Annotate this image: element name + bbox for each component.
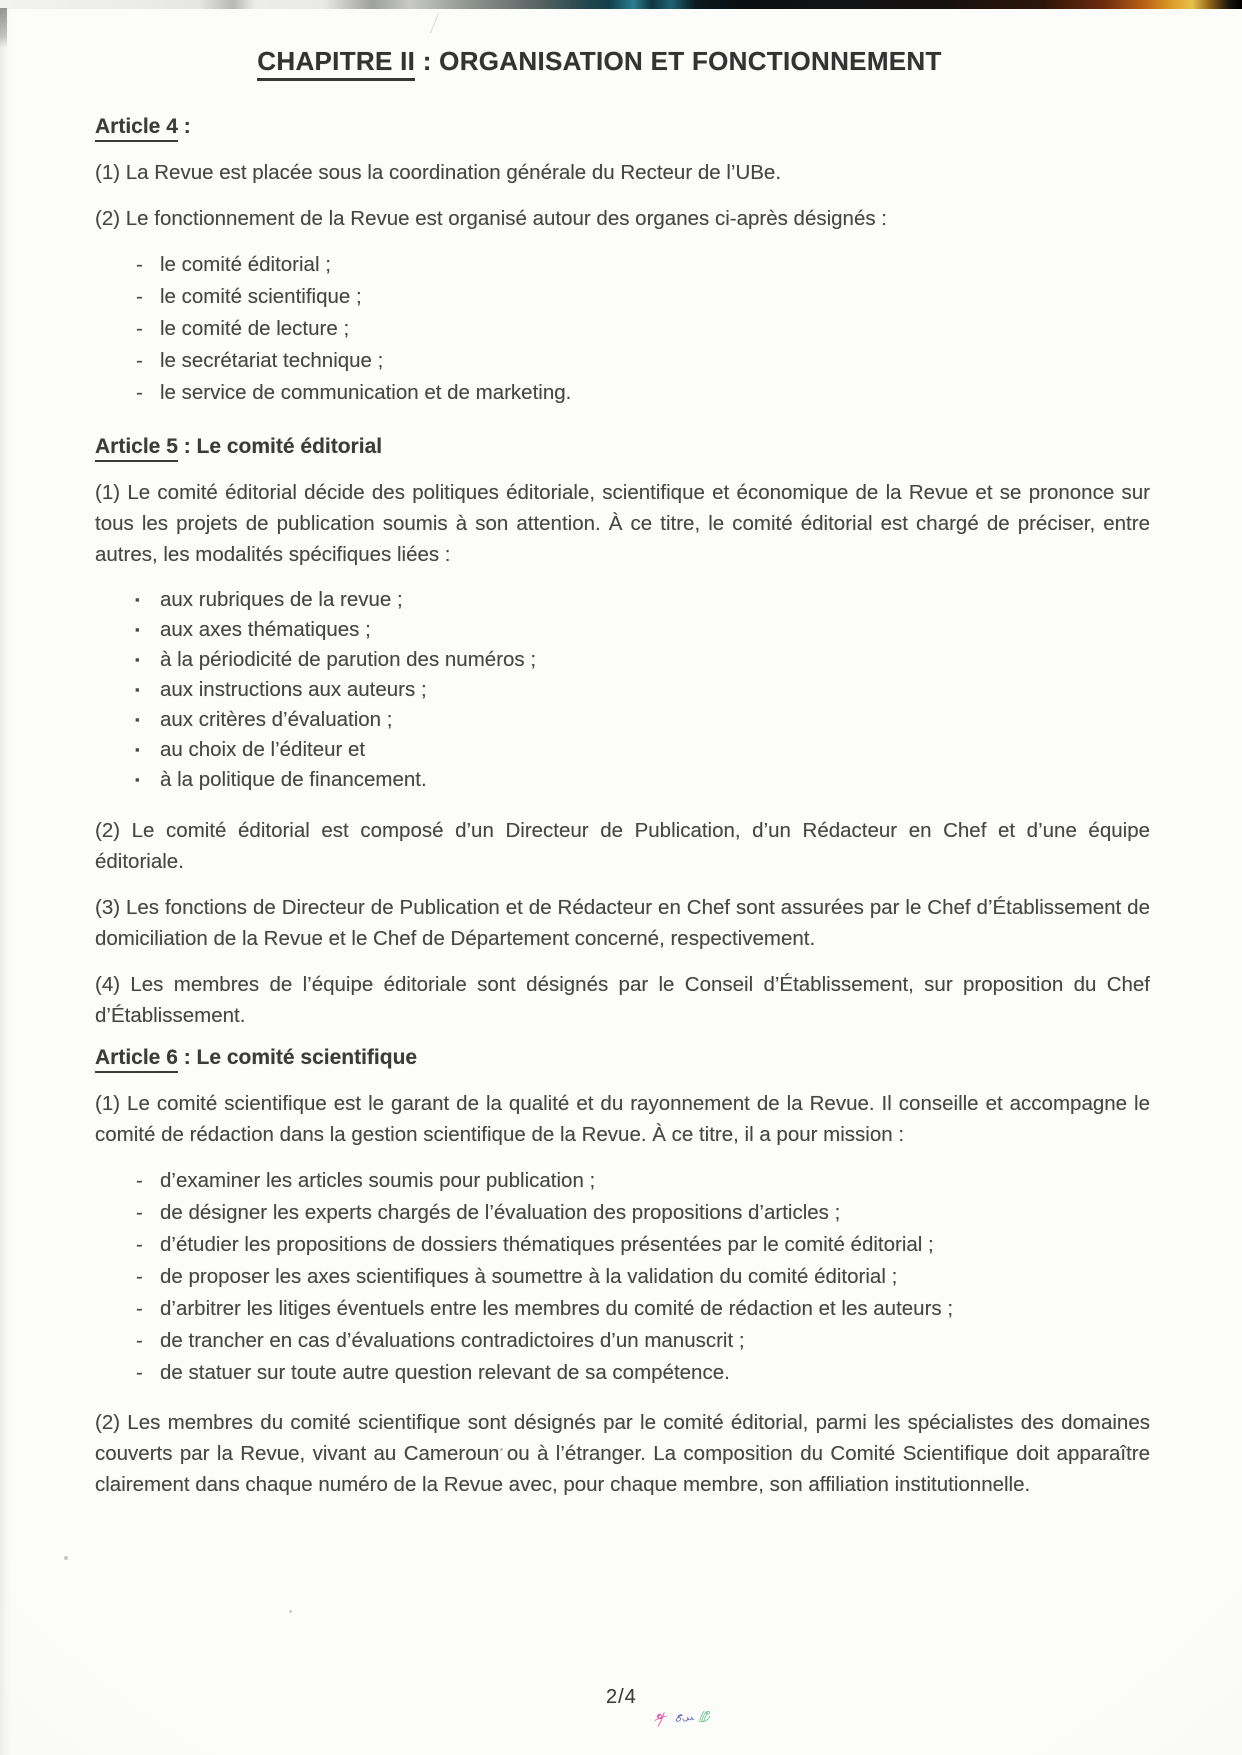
- dash-marker: -: [136, 285, 143, 308]
- list-item-text: de proposer les axes scientifiques à soumettre à la validation du comité éditorial ;: [160, 1265, 898, 1288]
- list-item: [95, 1261, 1150, 1293]
- square-bullet-icon: ▪: [135, 712, 140, 727]
- handwritten-initials: [650, 1680, 900, 1755]
- list-item-text: aux axes thématiques ;: [160, 618, 371, 641]
- signature-mark-green: [699, 1711, 710, 1721]
- dash-marker: -: [136, 1201, 143, 1224]
- square-bullet-icon: ▪: [135, 772, 140, 787]
- list-item-text: aux instructions aux auteurs ;: [160, 678, 427, 701]
- document-content: [95, 46, 1150, 1500]
- list-item: [95, 1229, 1150, 1261]
- list-item: [95, 735, 1150, 765]
- dash-list: [95, 249, 1150, 409]
- paragraph: (1) Le comité éditorial décide des politiques éditoriale, scientifique et économique de la Revue et se prononce sur tous les projets de publication soumis à son attention. À ce titre, le comité éditorial est chargé de préciser, entre autres, les modalités spécifiques liées :: [95, 481, 1150, 566]
- chapter-title-rest: : ORGANISATION ET FONCTIONNEMENT: [415, 46, 942, 76]
- square-list: [95, 585, 1150, 795]
- scan-left-edge-artifact: [0, 8, 7, 48]
- list-item: [95, 765, 1150, 795]
- list-item: [95, 249, 1150, 281]
- dash-marker: -: [136, 317, 143, 340]
- list-item: [95, 313, 1150, 345]
- list-item-text: aux rubriques de la revue ;: [160, 588, 403, 611]
- paragraph: (4) Les membres de l’équipe éditoriale sont désignés par le Conseil d’Établissement, sur proposition du Chef d’Établissement.: [95, 973, 1150, 1027]
- list-item: [95, 705, 1150, 735]
- dash-marker: -: [136, 253, 143, 276]
- list-item-text: le secrétariat technique ;: [160, 349, 384, 372]
- dash-marker: -: [136, 1329, 143, 1352]
- list-item-text: d’examiner les articles soumis pour publication ;: [160, 1169, 596, 1192]
- list-item-text: le service de communication et de marketing.: [160, 381, 572, 404]
- article-heading-title: : Le comité scientifique: [177, 1046, 418, 1069]
- paragraph: (1) La Revue est placée sous la coordination générale du Recteur de l’UBe.: [95, 161, 782, 184]
- article-heading-number: Article 6: [95, 1046, 178, 1073]
- list-item-text: d’étudier les propositions de dossiers thématiques présentées par le comité éditorial ;: [160, 1233, 934, 1256]
- list-item-text: de désigner les experts chargés de l’évaluation des propositions d’articles ;: [160, 1201, 841, 1224]
- list-item: [95, 1293, 1150, 1325]
- list-item-text: le comité scientifique ;: [160, 285, 362, 308]
- list-item: [95, 615, 1150, 645]
- list-item-text: à la périodicité de parution des numéros ;: [160, 648, 537, 671]
- scan-speck: [64, 1556, 68, 1560]
- article-heading-title: :: [177, 115, 191, 138]
- list-item: [95, 1357, 1150, 1389]
- list-item: [95, 585, 1150, 615]
- paragraph: (2) Le comité éditorial est composé d’un Directeur de Publication, d’un Rédacteur en Chef et d’une équipe éditoriale.: [95, 819, 1150, 873]
- list-item-text: d’arbitrer les litiges éventuels entre les membres du comité de rédaction et les auteurs ;: [160, 1297, 954, 1320]
- list-item-text: le comité éditorial ;: [160, 253, 331, 276]
- paragraph: (3) Les fonctions de Directeur de Publication et de Rédacteur en Chef sont assurées par le Chef d’Établissement de domiciliation de la Revue et le Chef de Département concerné, respectivement.: [95, 896, 1150, 950]
- document-body: [95, 115, 1150, 1500]
- dash-marker: -: [136, 381, 143, 404]
- list-item-text: de statuer sur toute autre question relevant de sa compétence.: [160, 1361, 730, 1384]
- square-bullet-icon: ▪: [135, 652, 140, 667]
- paragraph: (1) Le comité scientifique est le garant de la qualité et du rayonnement de la Revue. Il conseille et accompagne le comité de rédaction dans la gestion scientifique de la Revue. À ce titre, il a pour mission :: [95, 1092, 1150, 1146]
- paragraph: (2) Le fonctionnement de la Revue est organisé autour des organes ci-après désignés :: [95, 207, 888, 230]
- list-item-text: à la politique de financement.: [160, 768, 427, 791]
- scan-speck: [289, 1610, 292, 1613]
- square-bullet-icon: ▪: [135, 622, 140, 637]
- dash-marker: -: [136, 1169, 143, 1192]
- dash-marker: -: [136, 1265, 143, 1288]
- dash-marker: -: [136, 1233, 143, 1256]
- article-heading-number: Article 4: [95, 115, 178, 142]
- list-item: [95, 281, 1150, 313]
- chapter-title-underlined: CHAPITRE II: [257, 46, 415, 81]
- list-item: [95, 1197, 1150, 1229]
- dash-marker: -: [136, 349, 143, 372]
- list-item-text: aux critères d’évaluation ;: [160, 708, 393, 731]
- square-bullet-icon: ▪: [135, 592, 140, 607]
- square-bullet-icon: ▪: [135, 682, 140, 697]
- article-heading: [95, 115, 1150, 139]
- list-item: [95, 377, 1150, 409]
- list-item-text: de trancher en cas d’évaluations contradictoires d’un manuscrit ;: [160, 1329, 745, 1352]
- article-heading: [95, 435, 1150, 459]
- list-item: [95, 675, 1150, 705]
- page-number: 2/4: [606, 1686, 637, 1708]
- dash-marker: -: [136, 1297, 143, 1320]
- list-item-text: au choix de l’éditeur et: [160, 738, 366, 761]
- scanner-edge-strip: [0, 0, 1242, 9]
- chapter-title: [95, 46, 1104, 77]
- dash-list: [95, 1165, 1150, 1389]
- dash-marker: -: [136, 1361, 143, 1384]
- article-heading-title: : Le comité éditorial: [177, 435, 383, 458]
- paragraph: (2) Les membres du comité scientifique sont désignés par le comité éditorial, parmi les spécialistes des domaines couverts par la Revue, vivant au Cameroun ou à l’étranger. La composition du Comité Scientifique doit apparaître clairement dans chaque numéro de la Revue avec, pour chaque membre, son affiliation institutionnelle.: [95, 1411, 1150, 1496]
- list-item: [95, 1325, 1150, 1357]
- article-heading-number: Article 5: [95, 435, 178, 462]
- list-item: [95, 1165, 1150, 1197]
- list-item-text: le comité de lecture ;: [160, 317, 350, 340]
- list-item: [95, 645, 1150, 675]
- list-item: [95, 345, 1150, 377]
- signature-mark-blue: [676, 1715, 694, 1721]
- scan-scratch-artifact: [430, 13, 439, 34]
- article-heading: [95, 1046, 1150, 1070]
- square-bullet-icon: ▪: [135, 742, 140, 757]
- signature-mark-pink: [655, 1713, 667, 1727]
